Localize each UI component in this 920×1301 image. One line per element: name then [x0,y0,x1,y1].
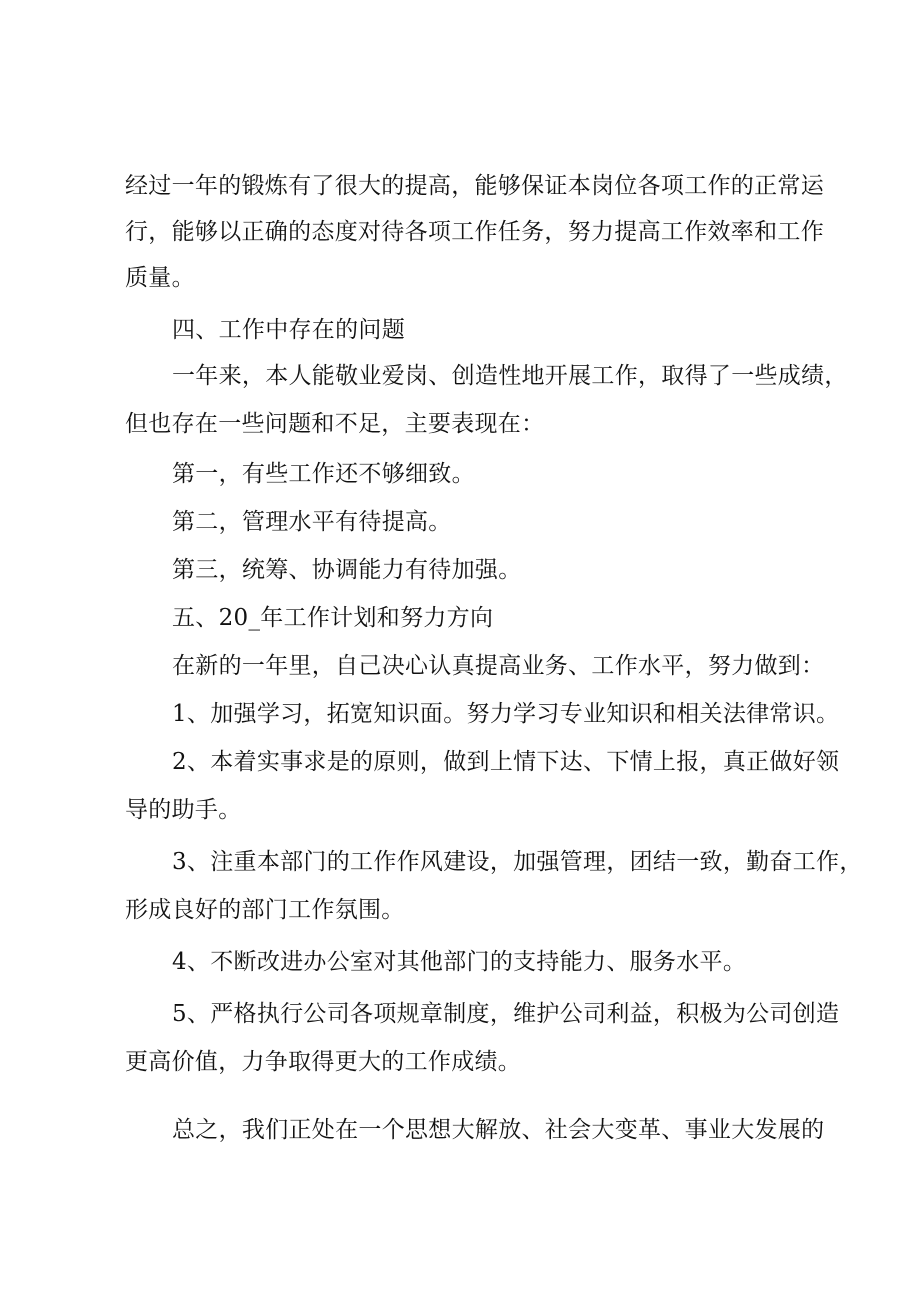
paragraph-line: 经过一年的锻炼有了很大的提高，能够保证本岗位各项工作的正常运 [125,173,824,199]
paragraph-line: 质量。 [125,265,195,291]
list-item: 2、本着实事求是的原则，做到上情下达、下情上报，真正做好领 [172,749,840,775]
section-heading: 五、20_年工作计划和努力方向 [172,605,494,631]
list-item: 3、注重本部门的工作作风建设，加强管理，团结一致，勤奋工作， [172,849,863,875]
paragraph-line: 在新的一年里，自己决心认真提高业务、工作水平，努力做到： [172,653,825,679]
list-item: 1、加强学习，拓宽知识面。努力学习专业知识和相关法律常识。 [172,701,840,727]
list-item: 第一，有些工作还不够细致。 [172,461,475,487]
list-item: 5、严格执行公司各项规章制度，维护公司利益，积极为公司创造 [172,1001,840,1027]
list-item: 第三，统筹、协调能力有待加强。 [172,557,522,583]
paragraph-line: 行，能够以正确的态度对待各项工作任务，努力提高工作效率和工作 [125,219,824,245]
section-heading: 四、工作中存在的问题 [172,317,405,343]
paragraph-line: 更高价值，力争取得更大的工作成绩。 [125,1049,522,1075]
list-item: 第二，管理水平有待提高。 [172,509,452,535]
paragraph-line: 但也存在一些问题和不足，主要表现在： [125,411,545,437]
list-item: 4、不断改进办公室对其他部门的支持能力、服务水平。 [172,949,747,975]
paragraph-line: 形成良好的部门工作氛围。 [125,897,405,923]
paragraph-line: 总之，我们正处在一个思想大解放、社会大变革、事业大发展的 [172,1117,825,1143]
paragraph-line: 一年来，本人能敬业爱岗、创造性地开展工作，取得了一些成绩， [172,363,848,389]
paragraph-line: 导的助手。 [125,797,242,823]
